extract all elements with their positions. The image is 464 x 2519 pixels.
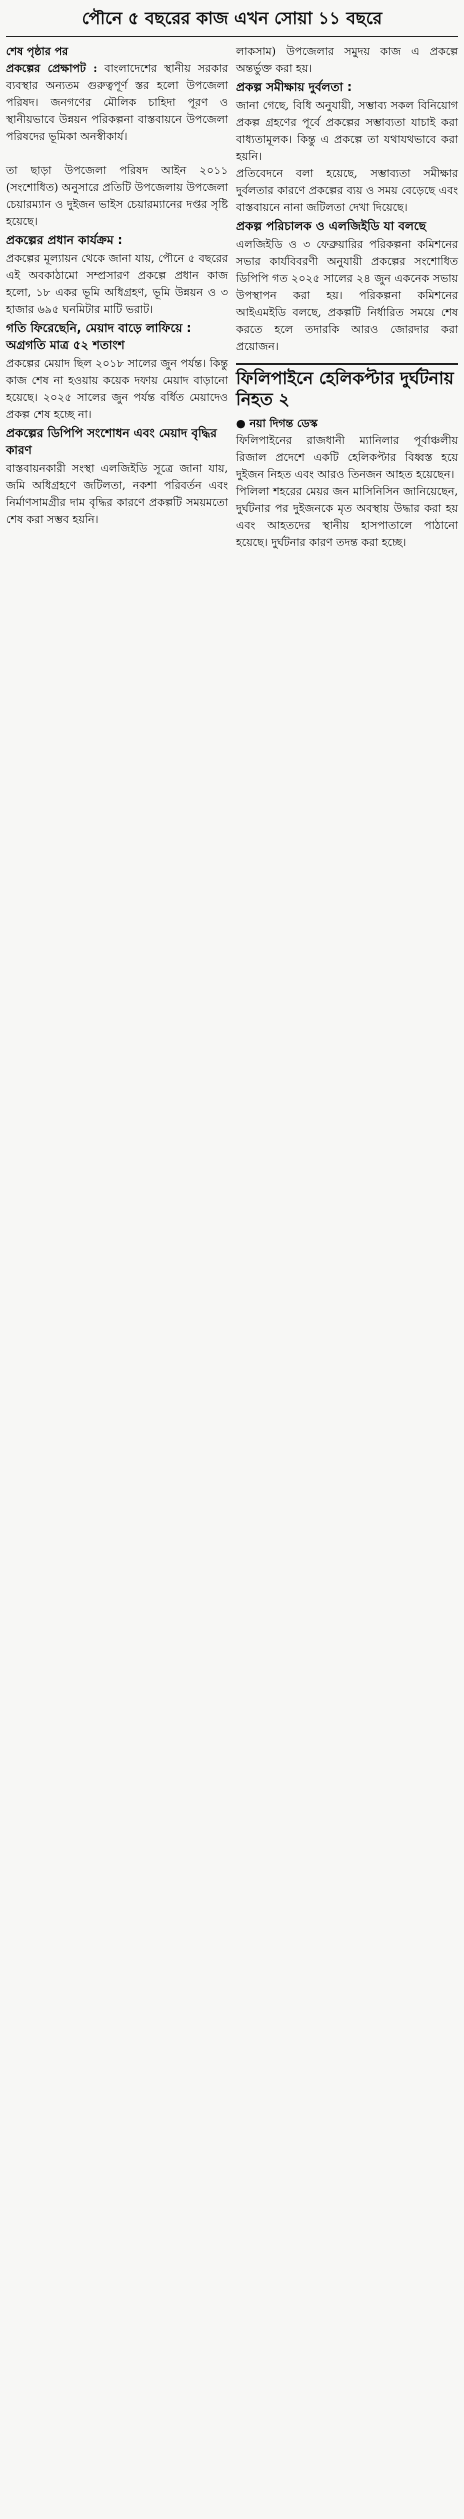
left-p1-text: বাংলাদেশের স্থানীয় সরকার ব্যবস্থার অন্যতম গুরুত্বপূর্ণ স্তর হলো উপজেলা পরিষদ। জনগণের মৌলিক চাহিদা পূরণ ও স্থানীয়ভাবে উন্নয়ন পরিকল্পনা বাস্তবায়নে উপজেলা পরিষদের ভূমিকা অনস্বীকার্য। (6, 62, 229, 143)
right-paragraph-4: এলজিইডি ও ৩ ফেব্রুয়ারির পরিকল্পনা কমিশনের সভার কার্যবিবরণী অনুযায়ী প্রকল্পের সংশোধিত ডিপিপি গত ২০২৫ সালের ২৪ জুন একনেক সভায় উপস্থাপন করা হয়। পরিকল্পনা কমিশনের আইএমইডি বলছে, প্রকল্পটি নির্ধারিত সময়ে শেষ করতে হলে তদারকি আরও জোরদার করা প্রয়োজন। (236, 238, 458, 353)
right-paragraph-2: জানা গেছে, বিধি অনুযায়ী, সম্ভাব্য সকল বিনিয়োগ প্রকল্প গ্রহণের পূর্বে প্রকল্পের সম্ভাব্যতা যাচাই করা বাধ্যতামূলক। কিন্তু এ প্রকল্পে তা যথাযথভাবে করা হয়নি। (236, 99, 458, 163)
right-paragraph-1: লাকসাম) উপজেলার সমুদয় কাজ এ প্রকল্পে অন্তর্ভুক্ত করা হয়। (236, 45, 458, 75)
left-paragraph-2: তা ছাড়া উপজেলা পরিষদ আইন ২০১১ (সংশোধিত) অনুসারে প্রতিটি উপজেলায় উপজেলা চেয়ারম্যান ও দুইজন ভাইস চেয়ারম্যানের দপ্তর সৃষ্টি হয়েছে। (6, 164, 228, 228)
left-column (6, 43, 228, 551)
left-paragraph-5: বাস্তবায়নকারী সংস্থা এলজিইডি সূত্রে জানা যায়, জমি অধিগ্রহণে জটিলতা, নকশা পরিবর্তন এবং নির্মাণসামগ্রীর দাম বৃদ্ধির কারণে প্রকল্পটি সময়মতো শেষ করা সম্ভব হয়নি। (6, 462, 228, 526)
left-paragraph-4: প্রকল্পের মেয়াদ ছিল ২০১৮ সালের জুন পর্যন্ত। কিন্তু কাজ শেষ না হওয়ায় কয়েক দফায় মেয়াদ বাড়ানো হয়েছে। ২০২৫ সালের জুন পর্যন্ত বর্ধিত মেয়াদেও প্রকল্প শেষ হচ্ছে না। (6, 357, 228, 421)
continued-label: শেষ পৃষ্ঠার পর (6, 45, 69, 58)
left-subhead-3: প্রকল্পের ডিপিপি সংশোধন এবং মেয়াদ বৃদ্ধির কারণ (6, 426, 217, 457)
box-paragraph-1: ফিলিপাইনের রাজধানী ম্যানিলার পূর্বাঞ্চলীয় রিজাল প্রদেশে একটি হেলিকপ্টার বিধ্বস্ত হয়ে দুইজন নিহত এবং আরও তিনজন আহত হয়েছেন। (236, 434, 458, 481)
news-box-philippines (236, 363, 458, 551)
box-title: ফিলিপাইনে হেলিকপ্টার দুর্ঘটনায় নিহত ২ (236, 369, 454, 410)
left-paragraph-1 (6, 60, 228, 145)
box-byline: ● নয়া দিগন্ত ডেস্ক (236, 417, 318, 430)
left-body-fill-1 (6, 145, 228, 162)
left-subhead-1: প্রকল্পের প্রধান কার্যক্রম : (6, 233, 123, 247)
left-subhead-2: গতি ফিরেছেনি, মেয়াদ বাড়ে লাফিয়ে : অগ্রগতি মাত্র ৫২ শতাংশ (6, 321, 192, 352)
right-subhead-2: প্রকল্প পরিচালক ও এলজিইডি যা বলছে (236, 219, 426, 233)
box-paragraph-2: পিলিলা শহরের মেয়র জন মাসিনিসিন জানিয়েছেন, দুর্ঘটনার পর দুইজনকে মৃত অবস্থায় উদ্ধার করা হয় এবং আহতদের স্থানীয় হাসপাতালে পাঠানো হয়েছে। দুর্ঘটনার কারণ তদন্ত করা হচ্ছে। (236, 485, 458, 549)
box-byline-text: নয়া দিগন্ত ডেস্ক (249, 417, 318, 430)
left-paragraph-3: প্রকল্পের মূল্যায়ন থেকে জানা যায়, পৌনে ৫ বছরের এই অবকাঠামো সম্প্রসারণ প্রকল্পে প্রধান কাজ হলো, ১৮ একর ভূমি অধিগ্রহণ, ভূমি উন্নয়ন ও ৩ হাজার ৬৯৫ ঘনমিটার মাটি ভরাট। (6, 252, 228, 316)
right-column (236, 43, 458, 551)
article-columns (6, 43, 458, 551)
article-headline: পৌনে ৫ বছরের কাজ এখন সোয়া ১১ বছরে (6, 6, 458, 37)
left-p1-lead: প্রকল্পের প্রেক্ষাপট : (6, 62, 98, 75)
right-subhead-1: প্রকল্প সমীক্ষায় দুর্বলতা : (236, 80, 352, 94)
right-paragraph-3: প্রতিবেদনে বলা হয়েছে, সম্ভাব্যতা সমীক্ষার দুর্বলতার কারণে প্রকল্পের ব্যয় ও সময় বেড়েছে এবং বাস্তবায়নে নানা জটিলতা দেখা দিয়েছে। (236, 167, 458, 214)
